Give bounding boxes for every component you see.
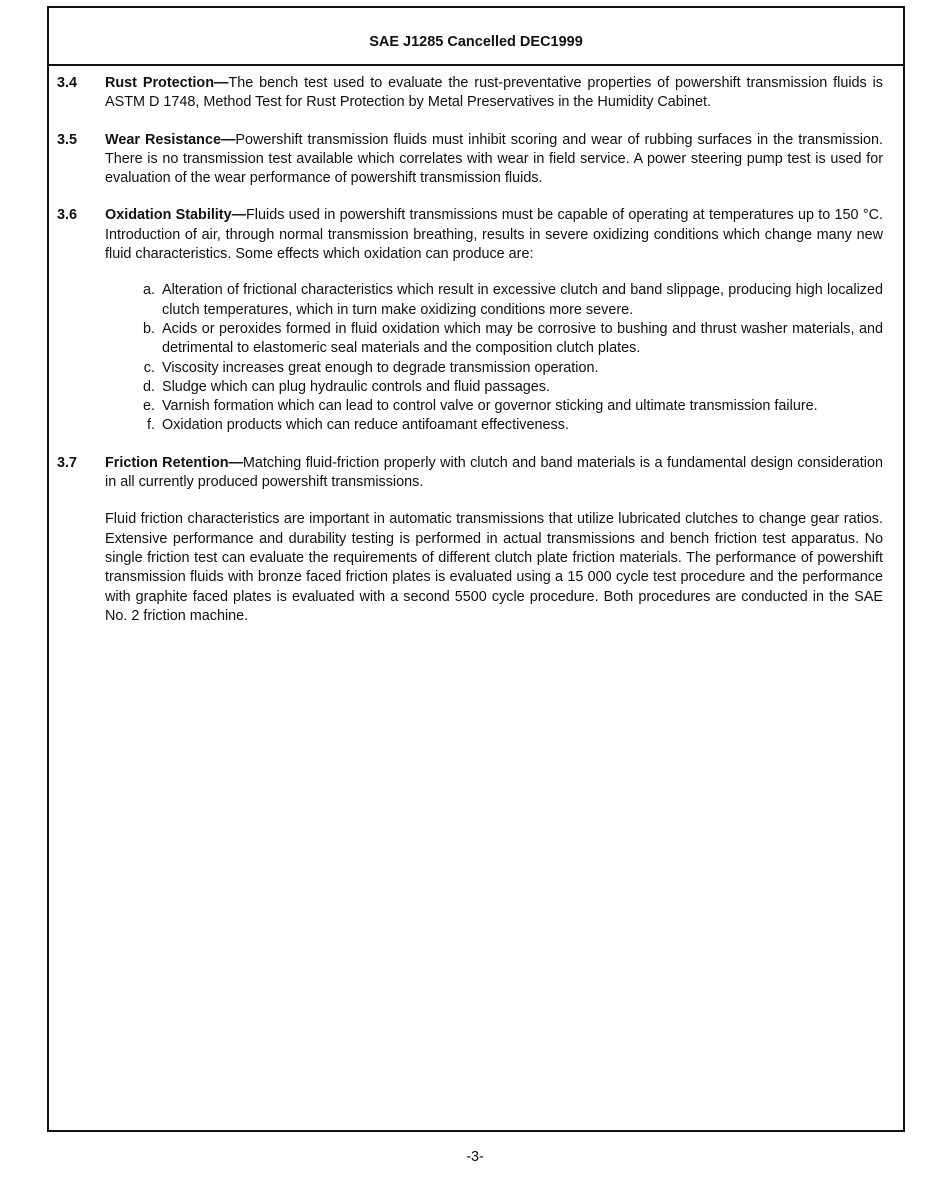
document-body — [49, 66, 903, 626]
section-number: 3.7 — [57, 454, 78, 471]
em-dash: — — [220, 131, 236, 148]
document-header — [49, 8, 903, 66]
list-item-text: Viscosity increases great enough to degrade transmission operation. — [162, 359, 599, 376]
em-dash: — — [228, 454, 243, 471]
list-item-text: Acids or peroxides formed in fluid oxidation which may be corrosive to bushing and thrust washer materials, and detrimental to elastomeric seal materials and the composition clutch plates. — [162, 320, 883, 357]
section-title: Oxidation Stability — [105, 207, 232, 224]
list-item — [133, 397, 883, 416]
document-title: SAE J1285 Cancelled DEC1999 — [369, 34, 583, 50]
list-item-text: Varnish formation which can lead to control valve or governor sticking and ultimate transmission failure. — [162, 398, 818, 415]
section-3-6 — [57, 206, 883, 435]
section-text: Matching fluid-friction properly with clutch and band materials is a fundamental design consideration in all currently produced powershift transmissions. — [105, 454, 883, 491]
list-item-text: Alteration of frictional characteristics which result in excessive clutch and band slippage, producing high localized clutch temperatures, which in turn make oxidizing conditions more severe. — [162, 282, 883, 318]
section-title: Wear Resistance — [105, 131, 221, 148]
section-paragraph — [105, 454, 883, 493]
section-number: 3.6 — [57, 207, 78, 224]
section-paragraph — [105, 131, 883, 189]
section-number: 3.5 — [57, 131, 78, 148]
list-item-text: Oxidation products which can reduce antifoamant effectiveness. — [162, 417, 569, 434]
page-number: -3- — [466, 1149, 484, 1165]
section-3-5 — [57, 131, 883, 189]
list-item-label: d. — [142, 378, 155, 395]
section-number: 3.4 — [57, 75, 78, 91]
section-paragraph-2: Fluid friction characteristics are important in automatic transmissions that utilize lubricated clutches to change gear ratios. Extensive performance and durability testing is performed in actual transmissions and bench friction test apparatus. No single friction test can evaluate the requirements of different clutch plate friction materials. The performance of powershift transmission fluids with bronze faced friction plates is evaluated using a 15 000 cycle test procedure and the performance with graphite faced plates is evaluated with a second 5500 cycle procedure. Both procedures are conducted in the SAE No. 2 friction machine. — [105, 511, 883, 624]
list-item-label: e. — [142, 398, 155, 415]
em-dash: — — [214, 75, 229, 91]
section-3-4 — [57, 74, 883, 113]
section-text: Fluids used in powershift transmissions must be capable of operating at temperatures up to 150 °C. Introduction of air, through normal transmission breathing, results in severe oxidizing conditions which change many new fluid characteristics. Some effects which oxidation can produce are: — [105, 207, 883, 263]
section-text: The bench test used to evaluate the rust-preventative properties of powershift transmission fluids is ASTM D 1748, Method Test for Rust Protection by Metal Preservatives in the Humidity Cabinet. — [105, 75, 883, 111]
list-item — [133, 378, 883, 397]
list-item-label: c. — [143, 359, 155, 376]
list-item — [133, 359, 883, 378]
list-item-label: b. — [142, 320, 155, 337]
section-paragraph — [105, 74, 883, 113]
em-dash: — — [231, 207, 246, 224]
list-item-label: a. — [142, 282, 155, 299]
list-item-label: f. — [147, 417, 155, 434]
list-item — [133, 416, 883, 435]
page-frame — [47, 6, 905, 1132]
list-item-text: Sludge which can plug hydraulic controls and fluid passages. — [162, 378, 550, 395]
section-paragraph — [105, 206, 883, 264]
list-item — [133, 320, 883, 359]
section-3-7 — [57, 454, 883, 626]
section-title: Friction Retention — [105, 454, 229, 471]
oxidation-effects-list — [105, 281, 883, 435]
section-title: Rust Protection — [105, 75, 215, 91]
list-item — [133, 281, 883, 320]
section-text: Powershift transmission fluids must inhibit scoring and wear of rubbing surfaces in the transmission. There is no transmission test available which correlates with wear in field service. A power steering pump test is used for evaluation of the wear performance of powershift transmission fluids. — [105, 131, 883, 187]
